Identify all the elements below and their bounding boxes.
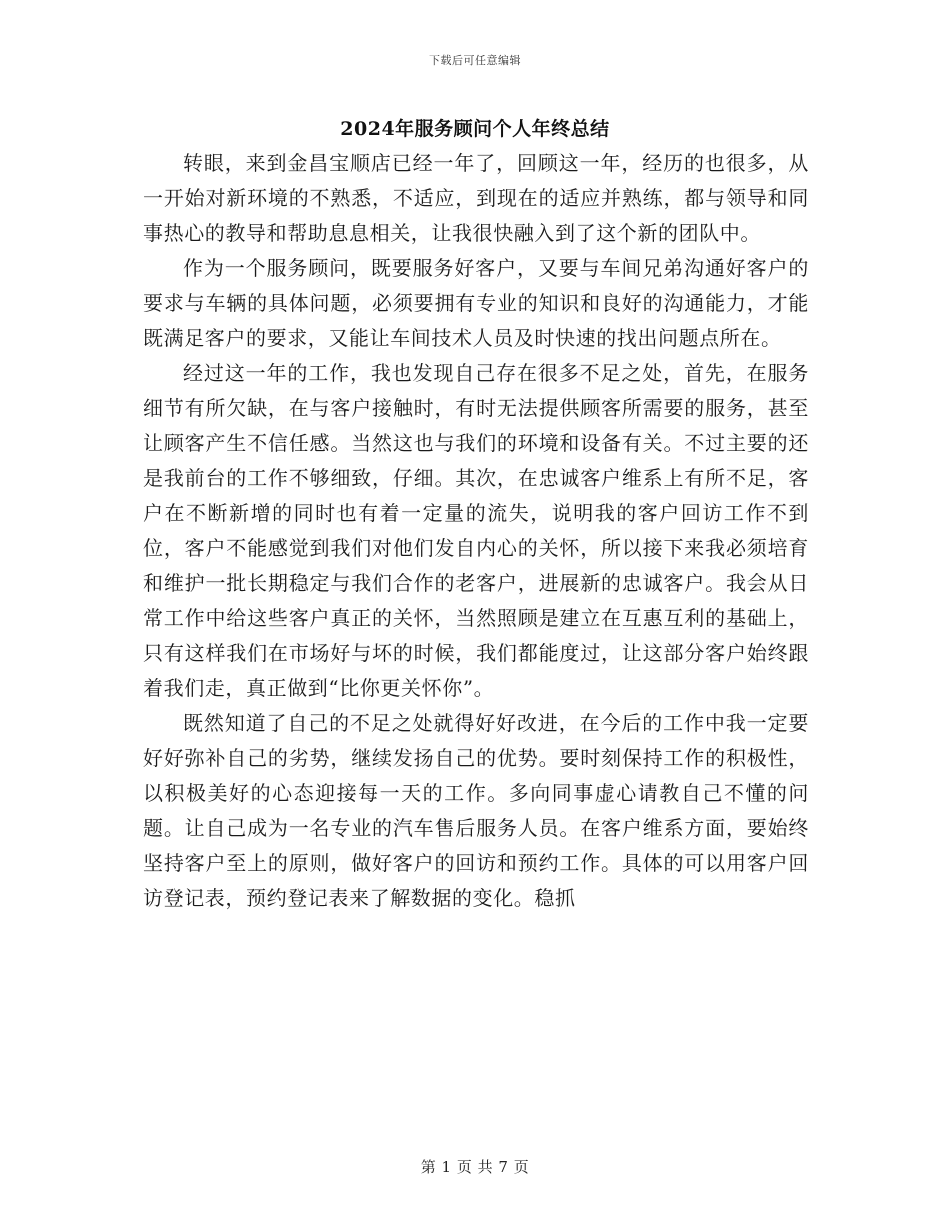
paragraph-3: 经过这一年的工作，我也发现自己存在很多不足之处，首先，在服务细节有所欠缺，在与客户接触时，有时无法提供顾客所需要的服务，甚至让顾客产生不信任感。当然这也与我们的环境和设备有关。不过主要的还是我前台的工作不够细致，仔细。其次，在忠诚客户维系上有所不足，客户在不断新增的同时也有着一定量的流失，说明我的客户回访工作不到位，客户不能感觉到我们对他们发自内心的关怀，所以接下来我必须培育和维护一批长期稳定与我们合作的老客户，进展新的忠诚客户。我会从日常工作中给这些客户真正的关怀，当然照顾是建立在互惠互利的基础上，只有这样我们在市场好与坏的时候，我们都能度过，让这部分客户始终跟着我们走，真正做到“比你更关怀你”。 <box>143 361 809 700</box>
document-title: 2024年服务顾问个人年终总结 <box>340 118 610 140</box>
paragraph-1: 转眼，来到金昌宝顺店已经一年了，回顾这一年，经历的也很多，从一开始对新环境的不熟悉，不适应，到现在的适应并熟练，都与领导和同事热心的教导和帮助息息相关，让我很快融入到了这个新的团队中。 <box>143 151 809 245</box>
paragraph-4: 既然知道了自己的不足之处就得好好改进，在今后的工作中我一定要好好弥补自己的劣势，继续发扬自己的优势。要时刻保持工作的积极性，以积极美好的心态迎接每一天的工作。多向同事虚心请教自己不懂的问题。让自己成为一名专业的汽车售后服务人员。在客户维系方面，要始终坚持客户至上的原则，做好客户的回访和预约工作。具体的可以用客户回访登记表，预约登记表来了解数据的变化。稳抓 <box>143 711 809 910</box>
document-body <box>143 146 809 916</box>
header-note: 下载后可任意编辑 <box>429 54 521 67</box>
page-number-footer: 第 1 页 共 7 页 <box>420 1158 530 1176</box>
paragraph-2: 作为一个服务顾问，既要服务好客户，又要与车间兄弟沟通好客户的要求与车辆的具体问题，必须要拥有专业的知识和良好的沟通能力，才能既满足客户的要求，又能让车间技术人员及时快速的找出问题点所在。 <box>143 256 809 350</box>
